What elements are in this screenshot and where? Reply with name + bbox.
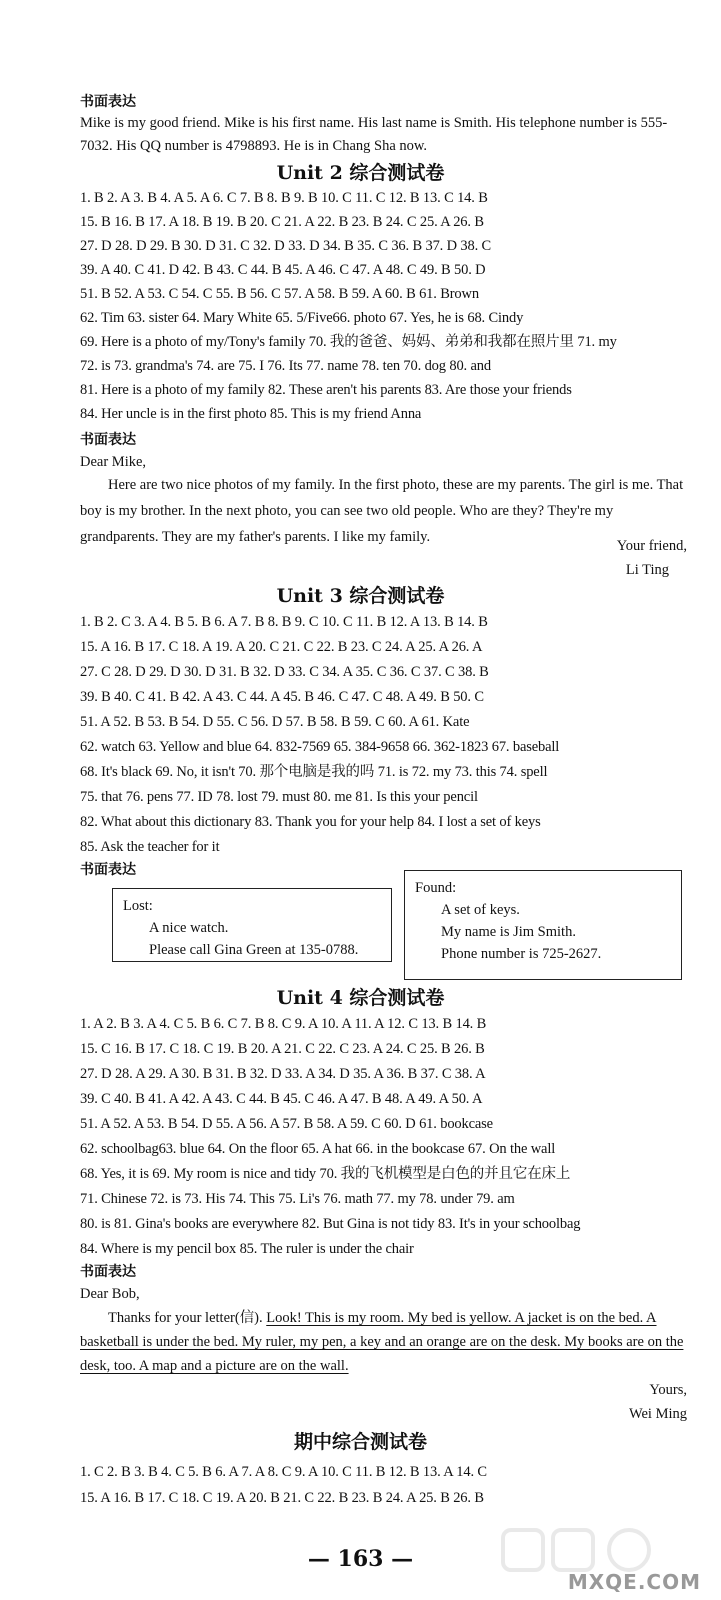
unit4-answer-line: 62. schoolbag63. blue 64. On the floor 65. A hat 66. in the bookcase 67. On the wall (80, 1141, 556, 1157)
unit4-letter-underlined: Look! This is my room. My bed is yellow. A jacket is on the bed. A basketball is under the bed. My ruler, my pen, a key and an orange are on the desk. My books are on the desk, too. A map and a picture are on the wall. (80, 1310, 684, 1374)
unit3-answer-line: 39. B 40. C 41. B 42. A 43. C 44. A 45. B 46. C 47. C 48. A 49. B 50. C (80, 689, 484, 705)
found-name: My name is Jim Smith. (441, 924, 576, 940)
lost-item: A nice watch. (149, 920, 229, 936)
unit4-answer-line: 71. Chinese 72. is 73. His 74. This 75. Li's 76. math 77. my 78. under 79. am (80, 1191, 515, 1207)
unit4-letter-body (80, 1306, 692, 1378)
unit2-title: Unit 2 综合测试卷 (276, 162, 445, 184)
unit4-closing: Yours, (649, 1382, 687, 1398)
page-number: — 163 — (307, 1546, 414, 1572)
unit2-answer-line: 1. B 2. A 3. B 4. A 5. A 6. C 7. B 8. B 9. B 10. C 11. C 12. B 13. C 14. B (80, 190, 488, 206)
unit4-answer-line: 84. Where is my pencil box 85. The ruler is under the chair (80, 1241, 414, 1257)
lost-heading: Lost: (123, 898, 153, 914)
unit3-answer-line: 62. watch 63. Yellow and blue 64. 832-7569 65. 384-9658 66. 362-1823 67. baseball (80, 739, 560, 755)
lost-notice-box (112, 888, 392, 962)
unit3-answer-line: 82. What about this dictionary 83. Thank you for your help 84. I lost a set of keys (80, 814, 541, 830)
midterm-answer-line: 15. A 16. B 17. C 18. C 19. A 20. B 21. C 22. B 23. B 24. A 25. B 26. B (80, 1490, 484, 1506)
unit3-answer-line: 85. Ask the teacher for it (80, 839, 220, 855)
unit4-answer-line: 1. A 2. B 3. A 4. C 5. B 6. C 7. B 8. C 9. A 10. A 11. A 12. C 13. B 14. B (80, 1016, 487, 1032)
unit2-answer-line: 69. Here is a photo of my/Tony's family 70. 我的爸爸、妈妈、弟弟和我都在照片里 71. my (80, 334, 617, 350)
unit2-answer-line: 15. B 16. B 17. A 18. B 19. B 20. C 21. A 22. B 23. B 24. C 25. A 26. B (80, 214, 484, 230)
unit2-closing: Your friend, (616, 538, 687, 554)
midterm-answer-line: 1. C 2. B 3. B 4. C 5. B 6. A 7. A 8. C 9. A 10. C 11. B 12. B 13. A 14. C (80, 1464, 487, 1480)
found-notice-box (404, 870, 682, 980)
unit3-answer-line: 68. It's black 69. No, it isn't 70. 那个电脑是我的吗 71. is 72. my 73. this 74. spell (80, 764, 548, 780)
unit4-answer-line: 39. C 40. B 41. A 42. A 43. C 44. B 45. C 46. A 47. B 48. A 49. A 50. A (80, 1091, 483, 1107)
unit3-title: Unit 3 综合测试卷 (276, 585, 445, 607)
unit3-answer-line: 1. B 2. C 3. A 4. B 5. B 6. A 7. B 8. B 9. C 10. C 11. B 12. A 13. B 14. B (80, 614, 488, 630)
unit3-answer-line: 75. that 76. pens 77. ID 78. lost 79. must 80. me 81. Is this your pencil (80, 789, 478, 805)
unit4-signature: Wei Ming (628, 1406, 687, 1422)
unit4-title: Unit 4 综合测试卷 (276, 987, 445, 1009)
lost-contact: Please call Gina Green at 135-0788. (149, 942, 359, 958)
unit4-answer-line: 27. D 28. A 29. A 30. B 31. B 32. D 33. A 34. D 35. A 36. B 37. C 38. A (80, 1066, 486, 1082)
unit4-answer-line: 51. A 52. A 53. B 54. D 55. A 56. A 57. B 58. A 59. C 60. D 61. bookcase (80, 1116, 493, 1132)
unit2-answer-line: 62. Tim 63. sister 64. Mary White 65. 5/Five66. photo 67. Yes, he is 68. Cindy (80, 310, 524, 326)
unit4-letter-intro: Thanks for your letter(信). (108, 1310, 263, 1326)
unit4-answer-line: 68. Yes, it is 69. My room is nice and tidy 70. 我的飞机模型是白色的并且它在床上 (80, 1166, 571, 1182)
unit4-greeting: Dear Bob, (80, 1286, 140, 1302)
unit2-answer-line: 84. Her uncle is in the first photo 85. This is my friend Anna (80, 406, 422, 422)
unit2-greeting: Dear Mike, (80, 454, 147, 470)
found-item: A set of keys. (441, 902, 520, 918)
unit2-answer-line: 39. A 40. C 41. D 42. B 43. C 44. B 45. A 46. C 47. A 48. C 49. B 50. D (80, 262, 486, 278)
writing-label: 书面表达 (80, 862, 136, 878)
unit2-signature: Li Ting (625, 562, 669, 578)
writing-label: 书面表达 (80, 1264, 136, 1280)
unit4-answer-line: 80. is 81. Gina's books are everywhere 82. But Gina is not tidy 83. It's in your schoolbag (80, 1216, 581, 1232)
found-phone: Phone number is 725-2627. (441, 946, 602, 962)
midterm-title: 期中综合测试卷 (293, 1431, 427, 1453)
unit4-answer-line: 15. C 16. B 17. C 18. C 19. B 20. A 21. C 22. C 23. A 24. C 25. B 26. B (80, 1041, 485, 1057)
writing-label: 书面表达 (80, 432, 136, 448)
unit2-answer-line: 27. D 28. D 29. B 30. D 31. C 32. D 33. D 34. B 35. C 36. B 37. D 38. C (80, 238, 492, 254)
unit3-answer-line: 51. A 52. B 53. B 54. D 55. C 56. D 57. B 58. B 59. C 60. A 61. Kate (80, 714, 470, 730)
unit3-answer-line: 15. A 16. B 17. C 18. A 19. A 20. C 21. C 22. B 23. C 24. A 25. A 26. A (80, 639, 483, 655)
unit2-answer-line: 81. Here is a photo of my family 82. These aren't his parents 83. Are those your friends (80, 382, 572, 398)
unit2-letter-body: Here are two nice photos of my family. In the first photo, these are my parents. The girl is me. That boy is my brother. In the next photo, you can see two old people. Who are they? They're my grandparents. They are my father's parents. I like my family. (80, 477, 684, 545)
watermark-text: MXQE.COM (567, 1570, 701, 1594)
unit1-writing-text: Mike is my good friend. Mike is his first name. His last name is Smith. His telephone number is 555-7032. His QQ number is 4798893. He is in Chang Sha now. (80, 115, 668, 154)
writing-label: 书面表达 (80, 94, 136, 110)
unit2-answer-line: 72. is 73. grandma's 74. are 75. I 76. Its 77. name 78. ten 70. dog 80. and (80, 358, 491, 374)
found-heading: Found: (415, 880, 457, 896)
unit2-answer-line: 51. B 52. A 53. C 54. C 55. B 56. C 57. A 58. B 59. A 60. B 61. Brown (80, 286, 479, 302)
unit3-answer-line: 27. C 28. D 29. D 30. D 31. B 32. D 33. C 34. A 35. C 36. C 37. C 38. B (80, 664, 489, 680)
